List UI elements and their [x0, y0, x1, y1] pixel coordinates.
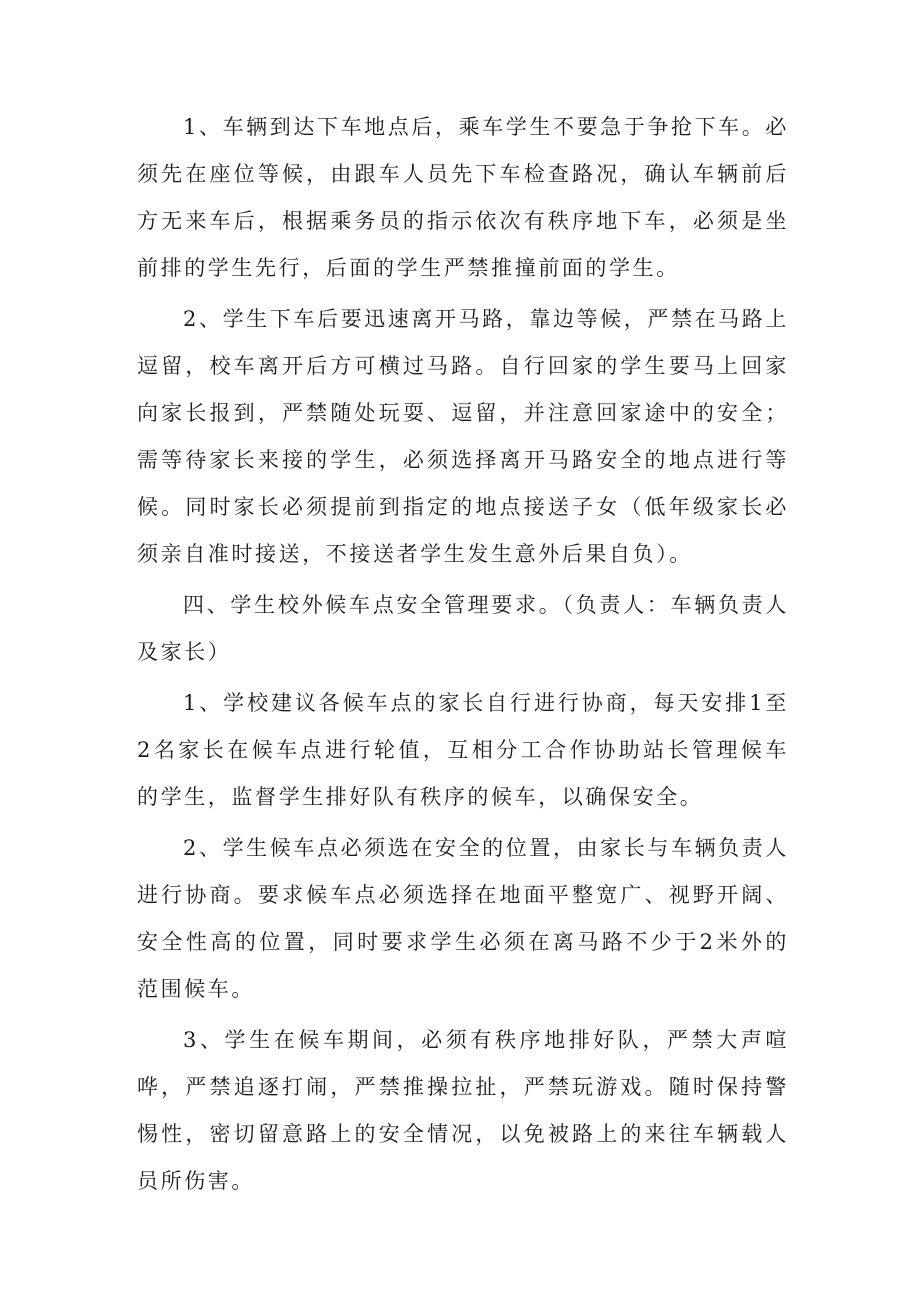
document-body — [137, 104, 789, 1205]
section-heading-waiting-point: 四、学生校外候车点安全管理要求。（负责人：车辆负责人及家长） — [137, 593, 789, 664]
paragraph-waiting-location: 2、学生候车点必须选在安全的位置，由家长与车辆负责人进行协商。要求候车点必须选择在地面平整宽广、视野开阔、安全性高的位置，同时要求学生必须在离马路不少于2米外的范围候车。 — [137, 836, 789, 1001]
paragraph-getting-off-order: 1、车辆到达下车地点后，乘车学生不要急于争抢下车。必须先在座位等候，由跟车人员先下车检查路况，确认车辆前后方无来车后，根据乘务员的指示依次有秩序地下车，必须是坐前排的学生先行，后面的学生严禁推撞前面的学生。 — [137, 115, 789, 280]
paragraph-parent-rotation: 1、学校建议各候车点的家长自行进行协商，每天安排1至2名家长在候车点进行轮值，互相分工合作协助站长管理候车的学生，监督学生排好队有秩序的候车，以确保安全。 — [137, 691, 789, 809]
paragraph-after-getting-off: 2、学生下车后要迅速离开马路，靠边等候，严禁在马路上逗留，校车离开后方可横过马路。自行回家的学生要马上回家向家长报到，严禁随处玩耍、逗留，并注意回家途中的安全；需等待家长来接的学生，必须选择离开马路安全的地点进行等候。同时家长必须提前到指定的地点接送子女（低年级家长必须亲自准时接送，不接送者学生发生意外后果自负）。 — [137, 307, 789, 566]
paragraph-waiting-behavior: 3、学生在候车期间，必须有秩序地排好队，严禁大声喧哗，严禁追逐打闹，严禁推操拉扯，严禁玩游戏。随时保持警惕性，密切留意路上的安全情况，以免被路上的来往车辆载人员所伤害。 — [137, 1028, 789, 1193]
